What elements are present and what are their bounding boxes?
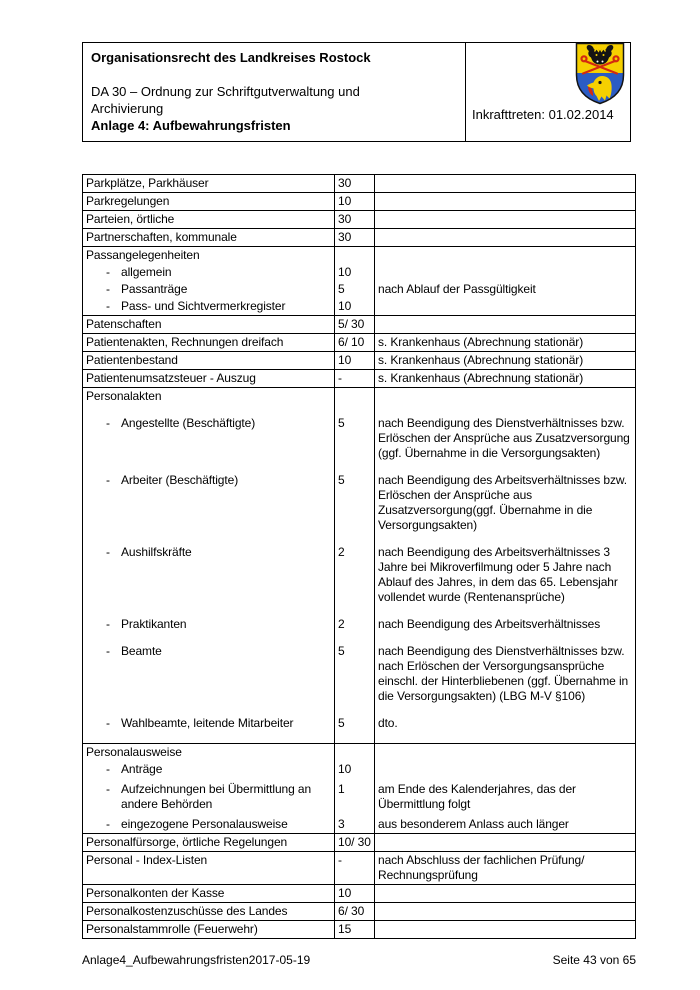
item-name-cell xyxy=(83,298,335,315)
item-name-cell xyxy=(83,606,335,633)
item-name-cell: Personalausweise xyxy=(83,744,335,761)
table-subrow xyxy=(83,534,635,606)
coat-of-arms-icon xyxy=(575,42,625,105)
item-name-cell: Partnerschaften, kommunale xyxy=(83,229,335,246)
table-subrow xyxy=(83,705,635,743)
retention-value-cell: 2 xyxy=(335,534,375,606)
note-cell xyxy=(375,247,635,264)
list-dash: - xyxy=(106,282,110,296)
item-name-cell: Passangelegenheiten xyxy=(83,247,335,264)
list-dash: - xyxy=(106,716,110,730)
item-name-cell: Patientenbestand xyxy=(83,352,335,369)
retention-value-cell: 5 xyxy=(335,705,375,743)
item-name: eingezogene Personalausweise xyxy=(121,817,288,831)
document-title: Organisationsrecht des Landkreises Rostock xyxy=(91,50,371,65)
note-cell xyxy=(375,298,635,315)
retention-value-cell: 10/ 30 xyxy=(335,834,375,851)
retention-value-cell: 10 xyxy=(335,298,375,315)
item-name-cell: Personal - Index-Listen xyxy=(83,852,335,884)
retention-value-cell: 10 xyxy=(335,264,375,281)
retention-value-cell: 15 xyxy=(335,921,375,938)
retention-value-cell: 1 xyxy=(335,778,375,813)
item-name-cell xyxy=(83,778,335,813)
item-name-cell: Personalkostenzuschüsse des Landes xyxy=(83,903,335,920)
list-dash: - xyxy=(106,644,110,658)
griffin-eye xyxy=(598,81,601,84)
retention-value-cell: - xyxy=(335,852,375,884)
note-cell xyxy=(375,744,635,761)
retention-value-cell xyxy=(335,388,375,405)
bull-nostril-left xyxy=(597,61,599,63)
footer xyxy=(82,953,636,968)
note-cell: nach Abschluss der fachlichen Prüfung/ Rechnungsprüfung xyxy=(378,853,585,882)
bull-eye-left xyxy=(596,54,598,56)
annex-title: Anlage 4: Aufbewahrungsfristen xyxy=(91,118,291,133)
retention-value-cell: 6/ 30 xyxy=(335,903,375,920)
note-cell: s. Krankenhaus (Abrechnung stationär) xyxy=(378,371,584,385)
table-row xyxy=(83,851,635,884)
retention-value-cell: 5 xyxy=(335,633,375,705)
item-name-cell xyxy=(83,462,335,534)
header-right-cell xyxy=(466,43,630,141)
table-subrow xyxy=(83,281,635,298)
table-subrow xyxy=(83,633,635,705)
table-row xyxy=(83,351,635,369)
list-dash: - xyxy=(106,545,110,559)
note-cell xyxy=(375,229,635,246)
list-dash: - xyxy=(106,416,110,430)
table-row xyxy=(83,369,635,387)
item-name-cell: Personalkonten der Kasse xyxy=(83,885,335,902)
note-cell: aus besonderem Anlass auch länger xyxy=(378,817,569,831)
note-cell: dto. xyxy=(378,716,398,730)
retention-value-cell: 10 xyxy=(335,193,375,210)
item-name-cell xyxy=(83,405,335,462)
item-name-cell: Parkregelungen xyxy=(83,193,335,210)
retention-value-cell: 30 xyxy=(335,229,375,246)
item-name: Aufzeichnungen bei Übermittlung an andere Behörden xyxy=(121,782,312,811)
note-cell xyxy=(375,316,635,333)
list-dash: - xyxy=(106,617,110,631)
header-box xyxy=(82,42,631,142)
retention-value-cell: 30 xyxy=(335,211,375,228)
note-cell: nach Beendigung des Dienstverhältnisses bzw. Erlöschen der Ansprüche aus Zusatzversorgung (ggf. Übernahme in die Versorgungsakten) xyxy=(378,416,630,460)
note-cell xyxy=(375,761,635,778)
table-row xyxy=(83,388,635,405)
retention-value-cell: 10 xyxy=(335,761,375,778)
effective-date: Inkrafttreten: 01.02.2014 xyxy=(472,107,614,122)
table-group xyxy=(83,743,635,833)
note-cell: nach Beendigung des Dienstverhältnisses bzw. nach Erlöschen der Versorgungsansprüche einschl. der Hinterbliebenen (ggf. Übernahme in die Versorgungsakten) (LBG M-V §106) xyxy=(378,644,629,703)
item-name-cell: Patientenakten, Rechnungen dreifach xyxy=(83,334,335,351)
retention-value-cell xyxy=(335,744,375,761)
table-subrow xyxy=(83,264,635,281)
document-page xyxy=(82,0,636,968)
retention-value-cell: 5/ 30 xyxy=(335,316,375,333)
note-cell: am Ende des Kalenderjahres, das der Übermittlung folgt xyxy=(378,782,576,811)
item-name-cell xyxy=(83,281,335,298)
retention-value-cell xyxy=(335,247,375,264)
item-name-cell xyxy=(83,534,335,606)
note-cell xyxy=(375,885,635,902)
note-cell: s. Krankenhaus (Abrechnung stationär) xyxy=(378,353,584,367)
list-dash: - xyxy=(106,265,110,279)
header-text-cell xyxy=(83,43,466,141)
item-name-cell: Personalfürsorge, örtliche Regelungen xyxy=(83,834,335,851)
table-row xyxy=(83,333,635,351)
footer-page-number: Seite 43 von 65 xyxy=(552,953,636,967)
table-row xyxy=(83,192,635,210)
item-name-cell xyxy=(83,705,335,743)
item-name: allgemein xyxy=(121,265,172,279)
retention-value-cell: 30 xyxy=(335,175,375,192)
note-cell: nach Beendigung des Arbeitsverhältnisses 3 Jahre bei Mikroverfilmung oder 5 Jahre nach Ablauf des Jahres, in dem das 65. Lebensjahr vollendet wurde (Rentenansprüche) xyxy=(378,545,618,604)
note-cell xyxy=(375,193,635,210)
item-name-cell xyxy=(83,761,335,778)
retention-value-cell: 10 xyxy=(335,352,375,369)
item-name-cell xyxy=(83,813,335,833)
table-row xyxy=(83,920,635,938)
note-cell xyxy=(375,211,635,228)
list-dash: - xyxy=(106,782,110,796)
note-cell: s. Krankenhaus (Abrechnung stationär) xyxy=(378,335,584,349)
item-name: Angestellte (Beschäftigte) xyxy=(121,416,256,430)
item-name-cell xyxy=(83,264,335,281)
retention-value-cell: 5 xyxy=(335,405,375,462)
item-name-cell: Personalstammrolle (Feuerwehr) xyxy=(83,921,335,938)
table-row xyxy=(83,833,635,851)
item-name-cell: Parteien, örtliche xyxy=(83,211,335,228)
table-subrow xyxy=(83,298,635,315)
item-name-cell: Patenschaften xyxy=(83,316,335,333)
note-cell: nach Beendigung des Arbeitsverhältnisses xyxy=(378,617,601,631)
table-row xyxy=(83,247,635,264)
item-name: Beamte xyxy=(121,644,162,658)
table-row xyxy=(83,175,635,192)
retention-value-cell: 3 xyxy=(335,813,375,833)
list-dash: - xyxy=(106,473,110,487)
table-row xyxy=(83,228,635,246)
table-subrow xyxy=(83,813,635,833)
note-cell xyxy=(375,834,635,851)
retention-value-cell: 6/ 10 xyxy=(335,334,375,351)
note-cell xyxy=(375,264,635,281)
note-cell xyxy=(375,921,635,938)
item-name: Passanträge xyxy=(121,282,188,296)
note-cell xyxy=(375,388,635,405)
table-subrow xyxy=(83,761,635,778)
retention-value-cell: 10 xyxy=(335,885,375,902)
bull-nostril-right xyxy=(602,61,604,63)
table-row xyxy=(83,210,635,228)
table-subrow xyxy=(83,405,635,462)
table-row xyxy=(83,315,635,333)
item-name: Arbeiter (Beschäftigte) xyxy=(121,473,239,487)
item-name: Pass- und Sichtvermerkregister xyxy=(121,299,286,313)
bull-eye-right xyxy=(603,54,605,56)
item-name-cell: Patientenumsatzsteuer - Auszug xyxy=(83,370,335,387)
table-group xyxy=(83,387,635,743)
table-row xyxy=(83,902,635,920)
retention-value-cell: 5 xyxy=(335,281,375,298)
retention-value-cell: 2 xyxy=(335,606,375,633)
retention-value-cell: - xyxy=(335,370,375,387)
table-subrow xyxy=(83,778,635,813)
note-cell xyxy=(375,175,635,192)
document-subtitle: DA 30 – Ordnung zur Schriftgutverwaltung und Archivierung xyxy=(91,84,360,116)
note-cell: nach Beendigung des Arbeitsverhältnisses bzw. Erlöschen der Ansprüche aus Zusatzversorgung(ggf. Übernahme in die Versorgungsakten) xyxy=(378,473,627,532)
item-name: Aushilfskräfte xyxy=(121,545,192,559)
table-subrow xyxy=(83,462,635,534)
table-row xyxy=(83,884,635,902)
item-name: Wahlbeamte, leitende Mitarbeiter xyxy=(121,716,294,730)
table-group xyxy=(83,246,635,315)
retention-table xyxy=(82,174,636,939)
item-name-cell xyxy=(83,633,335,705)
table-subrow xyxy=(83,606,635,633)
note-cell xyxy=(375,903,635,920)
item-name-cell: Personalakten xyxy=(83,388,335,405)
item-name: Praktikanten xyxy=(121,617,187,631)
item-name: Anträge xyxy=(121,762,163,776)
list-dash: - xyxy=(106,762,110,776)
note-cell: nach Ablauf der Passgültigkeit xyxy=(378,282,536,296)
table-row xyxy=(83,744,635,761)
list-dash: - xyxy=(106,299,110,313)
item-name-cell: Parkplätze, Parkhäuser xyxy=(83,175,335,192)
list-dash: - xyxy=(106,817,110,831)
retention-value-cell: 5 xyxy=(335,462,375,534)
footer-filename: Anlage4_Aufbewahrungsfristen2017-05-19 xyxy=(82,953,311,967)
